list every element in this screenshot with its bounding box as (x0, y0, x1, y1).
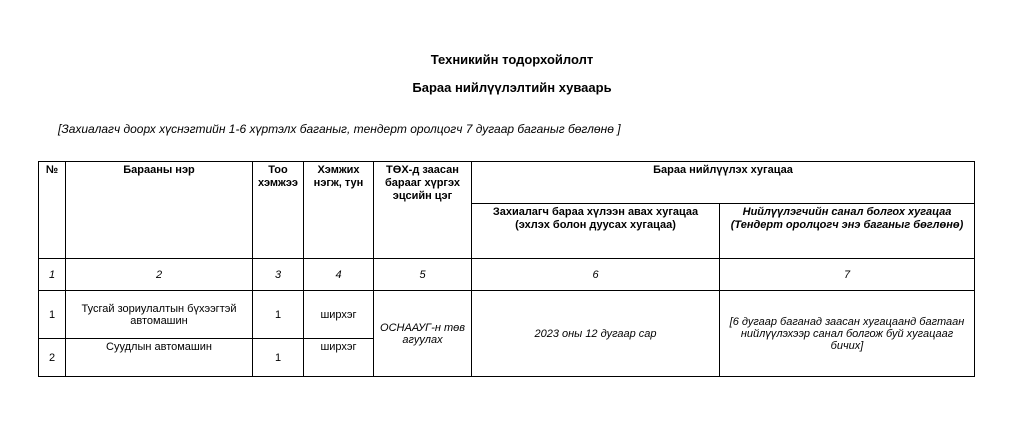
delivery-schedule-table (38, 161, 975, 377)
document-subtitle: Бараа нийлүүлэлтийн хуваарь (412, 80, 612, 95)
column-number: 5 (374, 259, 472, 291)
column-number: 2 (66, 259, 253, 291)
row-no: 1 (39, 291, 66, 339)
header-row (39, 162, 975, 204)
row-item-name: Суудлын автомашин (66, 339, 253, 377)
header-name: Барааны нэр (66, 162, 253, 259)
row-unit: ширхэг (304, 291, 374, 339)
column-number-row (39, 259, 975, 291)
header-no: № (39, 162, 66, 259)
row-no: 2 (39, 339, 66, 377)
row-qty: 1 (253, 339, 304, 377)
customer-time-cell: 2023 оны 12 дугаар сар (472, 291, 720, 377)
row-unit: ширхэг (304, 339, 374, 377)
row-qty: 1 (253, 291, 304, 339)
header-qty: Тоо хэмжээ (253, 162, 304, 259)
column-number: 1 (39, 259, 66, 291)
destination-cell: ОСНААУГ-н төв агуулах (374, 291, 472, 377)
document-title: Техникийн тодорхойлолт (430, 52, 594, 67)
supplier-time-cell: [6 дугаар баганад заасан хугацаанд багтаан нийлүүлэхээр санал болгож буй хугацааг бичих] (720, 291, 975, 377)
column-number: 3 (253, 259, 304, 291)
row-item-name: Тусгай зориулалтын бүхээгтэй автомашин (66, 291, 253, 339)
column-number: 6 (472, 259, 720, 291)
header-destination: ТӨХ-д заасан барааг хүргэх эцсийн цэг (374, 162, 472, 259)
table-row (39, 291, 975, 339)
header-supplier-time: Нийлүүлэгчийн санал болгох хугацаа (Тендерт оролцогч энэ баганыг бөглөнө) (720, 204, 975, 259)
column-number: 4 (304, 259, 374, 291)
column-number: 7 (720, 259, 975, 291)
header-customer-time: Захиалагч бараа хүлээн авах хугацаа (эхлэх болон дуусах хугацаа) (472, 204, 720, 259)
instruction-note: [Захиалагч доорх хүснэгтийн 1-6 хүртэлх баганыг, тендерт оролцогч 7 дугаар баганыг бөглөнө ] (58, 122, 621, 136)
header-unit: Хэмжих нэгж, тун (304, 162, 374, 259)
header-delivery-group: Бараа нийлүүлэх хугацаа (472, 162, 975, 204)
